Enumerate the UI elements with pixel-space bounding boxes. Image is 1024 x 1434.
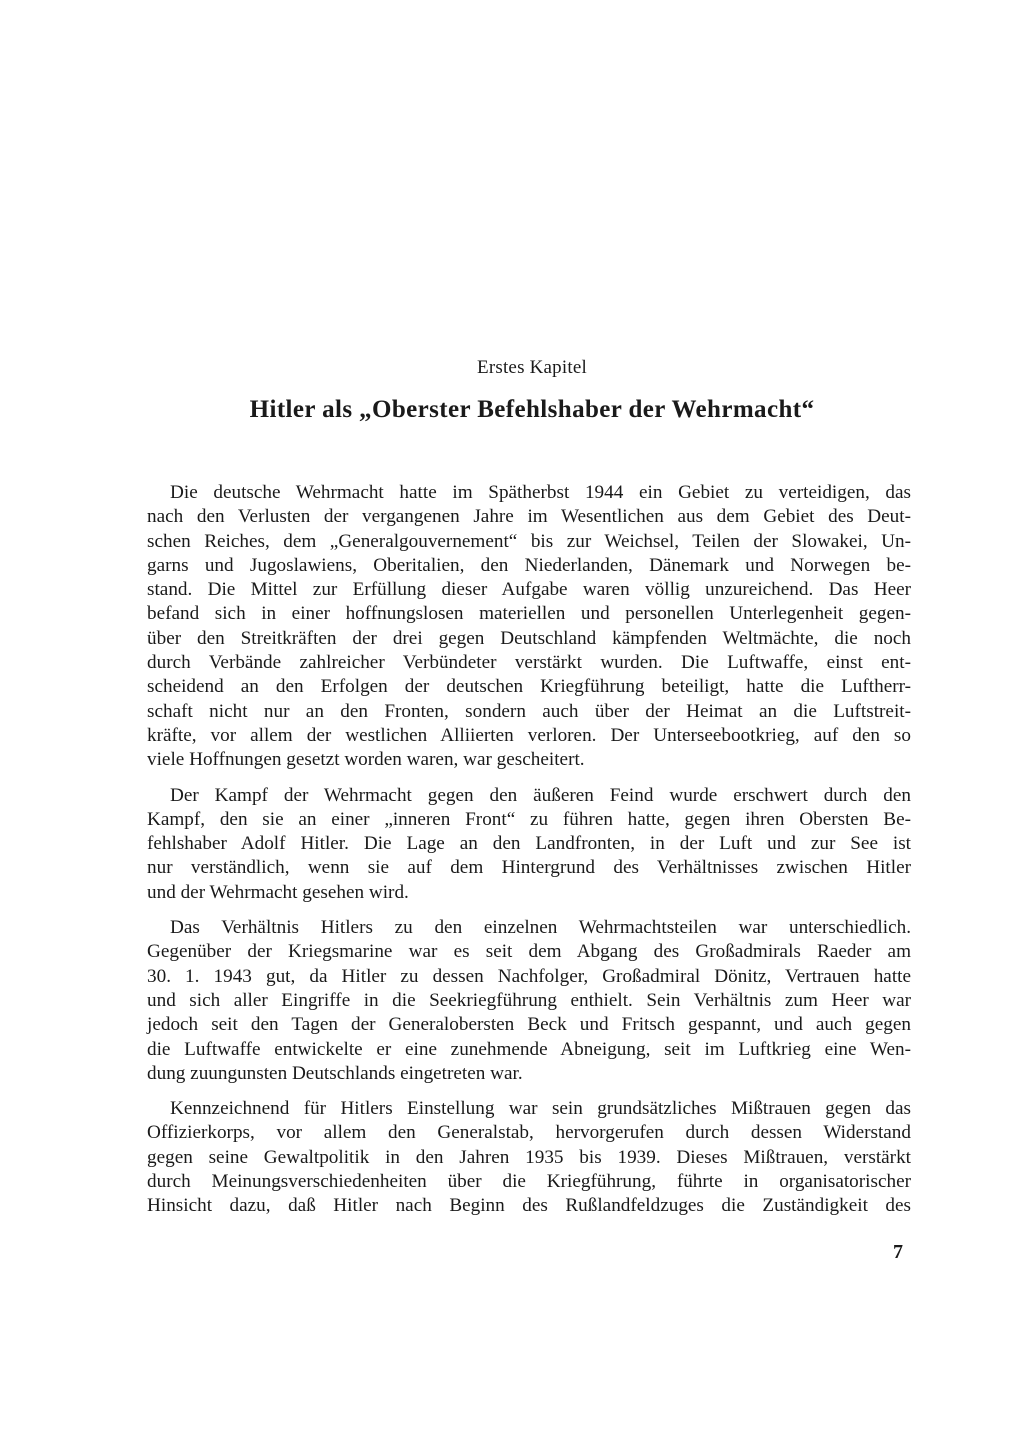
text-line: viele Hoffnungen gesetzt worden waren, war gescheitert. [147,749,585,771]
chapter-label: Erstes Kapitel [477,357,587,378]
text-line: gegen seine Gewaltpolitik in den Jahren 1935 bis 1939. Dieses Mißtrauen, verstärkt [147,1146,911,1168]
text-line: stand. Die Mittel zur Erfüllung dieser Aufgabe waren völlig unzureichend. Das Heer [147,579,911,601]
paragraph [147,916,911,1086]
text-line: Der Kampf der Wehrmacht gegen den äußeren Feind wurde erschwert durch den [170,784,911,806]
text-line: und sich aller Eingriffe in die Seekriegführung enthielt. Sein Verhältnis zum Heer war [147,989,911,1011]
text-line: fehlshaber Adolf Hitler. Die Lage an den Landfronten, in der Luft und zur See ist [147,833,911,855]
text-line: Offizierkorps, vor allem den Generalstab, hervorgerufen durch dessen Widerstand [147,1122,911,1144]
text-line: jedoch seit den Tagen der Generalobersten Beck und Fritsch gespannt, und auch gegen [147,1014,911,1036]
text-line: scheidend an den Erfolgen der deutschen Kriegführung beteiligt, hatte die Luftherr- [147,676,911,698]
text-line: über den Streitkräften der drei gegen Deutschland kämpfenden Weltmächte, die noch [147,627,911,649]
text-line: Das Verhältnis Hitlers zu den einzelnen Wehrmachtsteilen war unterschiedlich. [170,917,911,939]
paragraph [147,481,911,773]
text-line: schaft nicht nur an den Fronten, sondern auch über der Heimat an die Luftstreit- [147,700,911,722]
text-line: dung zuungunsten Deutschlands eingetreten war. [147,1062,523,1084]
text-line: durch Meinungsverschiedenheiten über die Kriegführung, führte in organisatorischer [147,1171,911,1193]
text-line: 30. 1. 1943 gut, da Hitler zu dessen Nachfolger, Großadmiral Dönitz, Vertrauen hatte [147,965,911,987]
page-number: 7 [893,1241,903,1263]
text-line: schen Reiches, dem „Generalgouvernement“ bis zur Weichsel, Teilen der Slowakei, Un- [147,530,911,552]
text-line: nach den Verlusten der vergangenen Jahre im Wesentlichen aus dem Gebiet des Deut- [147,506,911,528]
text-line: durch Verbände zahlreicher Verbündeter verstärkt wurden. Die Luftwaffe, einst ent- [147,652,911,674]
text-line: befand sich in einer hoffnungslosen materiellen und personellen Unterlegenheit gegen- [147,603,911,625]
text-line: Gegenüber der Kriegsmarine war es seit dem Abgang des Großadmirals Raeder am [147,941,911,963]
text-line: die Luftwaffe entwickelte er eine zunehmende Abneigung, seit im Luftkrieg eine Wen- [147,1038,911,1060]
paragraph [147,1097,911,1218]
text-line: Die deutsche Wehrmacht hatte im Spätherbst 1944 ein Gebiet zu verteidigen, das [170,482,911,503]
paragraph [147,784,911,905]
text-line: Kennzeichnend für Hitlers Einstellung war sein grundsätzliches Mißtrauen gegen das [170,1098,911,1120]
text-line: Hinsicht dazu, daß Hitler nach Beginn des Rußlandfeldzuges die Zuständigkeit des [147,1195,911,1217]
text-line: Kampf, den sie an einer „inneren Front“ zu führen hatte, gegen ihren Obersten Be- [147,808,911,830]
text-line: kräfte, vor allem der westlichen Alliierten verloren. Der Unterseebootkrieg, auf den so [147,724,911,746]
body-text [147,481,911,1230]
text-line: garns und Jugoslawiens, Oberitalien, den Niederlanden, Dänemark und Norwegen be- [147,554,911,576]
text-line: und der Wehrmacht gesehen wird. [147,881,409,903]
chapter-title: Hitler als „Oberster Befehlshaber der Wehrmacht“ [249,396,815,423]
text-line: nur verständlich, wenn sie auf dem Hintergrund des Verhältnisses zwischen Hitler [147,857,911,879]
